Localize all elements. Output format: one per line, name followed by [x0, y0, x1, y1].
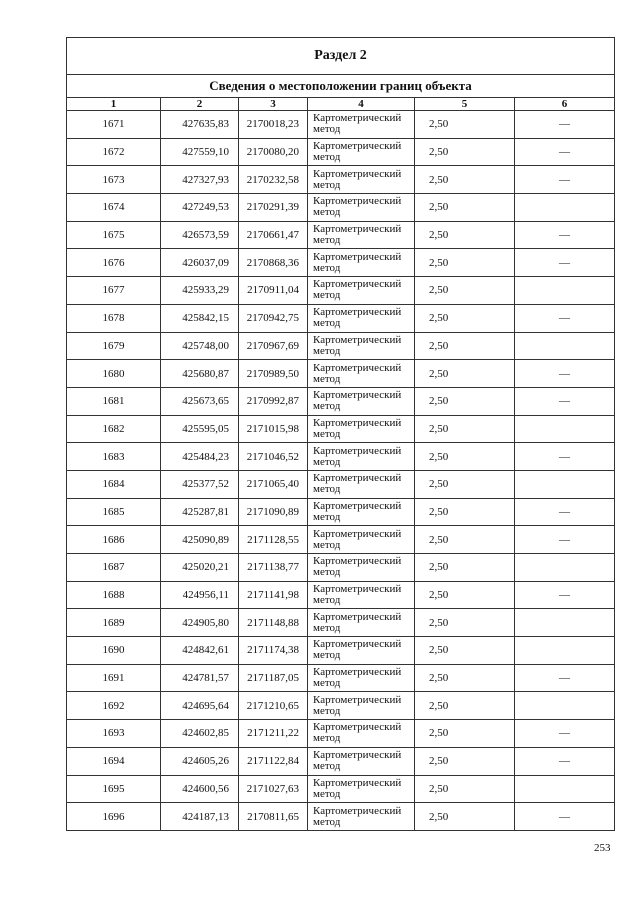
point-number-cell: 1671	[67, 111, 161, 139]
method-line-1: Картометрический	[313, 666, 402, 679]
table-row	[67, 166, 615, 194]
table-row	[67, 194, 615, 222]
description-cell: —	[515, 581, 615, 609]
point-number-cell: 1680	[67, 360, 161, 388]
point-number-cell: 1689	[67, 609, 161, 637]
method-line-1: Картометрический	[313, 527, 402, 540]
method-line-1: Картометрический	[313, 472, 402, 485]
point-number-cell: 1688	[67, 581, 161, 609]
description-cell: —	[515, 498, 615, 526]
point-number-cell: 1674	[67, 194, 161, 222]
method-line-2: метод	[313, 732, 341, 745]
method-cell	[308, 138, 415, 166]
coordinates-table	[66, 37, 615, 831]
method-cell	[308, 360, 415, 388]
column-header-1: 1	[67, 98, 161, 111]
x-coordinate-cell: 424842,61	[161, 637, 239, 665]
description-cell: —	[515, 664, 615, 692]
table-row	[67, 692, 615, 720]
method-line-2: метод	[313, 677, 341, 690]
precision-cell: 2,50	[415, 775, 515, 803]
precision-cell: 2,50	[415, 194, 515, 222]
description-cell: —	[515, 443, 615, 471]
description-cell: —	[515, 249, 615, 277]
y-coordinate-cell: 2170868,36	[239, 249, 308, 277]
y-coordinate-cell: 2171065,40	[239, 470, 308, 498]
method-line-2: метод	[313, 815, 341, 828]
precision-cell: 2,50	[415, 664, 515, 692]
precision-cell: 2,50	[415, 609, 515, 637]
method-cell	[308, 692, 415, 720]
description-cell: —	[515, 747, 615, 775]
method-cell	[308, 415, 415, 443]
point-number-cell: 1692	[67, 692, 161, 720]
table-row	[67, 498, 615, 526]
description-cell: —	[515, 803, 615, 831]
method-cell	[308, 664, 415, 692]
method-line-1: Картометрический	[313, 638, 402, 651]
precision-cell: 2,50	[415, 554, 515, 582]
point-number-cell: 1679	[67, 332, 161, 360]
point-number-cell: 1684	[67, 470, 161, 498]
description-cell: —	[515, 221, 615, 249]
method-cell	[308, 803, 415, 831]
table-row	[67, 249, 615, 277]
method-cell	[308, 166, 415, 194]
method-line-2: метод	[313, 372, 341, 385]
x-coordinate-cell: 425377,52	[161, 470, 239, 498]
y-coordinate-cell: 2171046,52	[239, 443, 308, 471]
y-coordinate-cell: 2170811,65	[239, 803, 308, 831]
point-number-cell: 1693	[67, 720, 161, 748]
y-coordinate-cell: 2170661,47	[239, 221, 308, 249]
method-cell	[308, 470, 415, 498]
x-coordinate-cell: 425680,87	[161, 360, 239, 388]
method-line-2: метод	[313, 566, 341, 579]
x-coordinate-cell: 425090,89	[161, 526, 239, 554]
method-line-2: метод	[313, 787, 341, 800]
y-coordinate-cell: 2171211,22	[239, 720, 308, 748]
method-line-1: Картометрический	[313, 444, 402, 457]
method-line-2: метод	[313, 704, 341, 717]
precision-cell: 2,50	[415, 747, 515, 775]
y-coordinate-cell: 2170942,75	[239, 304, 308, 332]
method-cell	[308, 249, 415, 277]
point-number-cell: 1672	[67, 138, 161, 166]
table-row	[67, 415, 615, 443]
x-coordinate-cell: 426037,09	[161, 249, 239, 277]
method-cell	[308, 332, 415, 360]
point-number-cell: 1690	[67, 637, 161, 665]
table-row	[67, 554, 615, 582]
x-coordinate-cell: 425748,00	[161, 332, 239, 360]
x-coordinate-cell: 425842,15	[161, 304, 239, 332]
precision-cell: 2,50	[415, 526, 515, 554]
method-line-2: метод	[313, 621, 341, 634]
method-cell	[308, 277, 415, 305]
column-header-3: 3	[239, 98, 308, 111]
method-line-1: Картометрический	[313, 140, 402, 153]
method-line-1: Картометрический	[313, 555, 402, 568]
method-line-2: метод	[313, 317, 341, 330]
method-line-2: метод	[313, 510, 341, 523]
method-cell	[308, 111, 415, 139]
table-row	[67, 111, 615, 139]
point-number-cell: 1687	[67, 554, 161, 582]
method-cell	[308, 387, 415, 415]
description-cell: —	[515, 526, 615, 554]
table-row	[67, 637, 615, 665]
table-row	[67, 332, 615, 360]
precision-cell: 2,50	[415, 304, 515, 332]
method-cell	[308, 775, 415, 803]
method-line-2: метод	[313, 123, 341, 136]
method-line-1: Картометрический	[313, 693, 402, 706]
x-coordinate-cell: 424605,26	[161, 747, 239, 775]
y-coordinate-cell: 2171015,98	[239, 415, 308, 443]
method-cell	[308, 609, 415, 637]
method-line-1: Картометрический	[313, 278, 402, 291]
precision-cell: 2,50	[415, 387, 515, 415]
method-line-1: Картометрический	[313, 250, 402, 263]
table-row	[67, 277, 615, 305]
method-cell	[308, 498, 415, 526]
point-number-cell: 1678	[67, 304, 161, 332]
y-coordinate-cell: 2171187,05	[239, 664, 308, 692]
method-cell	[308, 720, 415, 748]
y-coordinate-cell: 2170291,39	[239, 194, 308, 222]
precision-cell: 2,50	[415, 581, 515, 609]
method-line-1: Картометрический	[313, 333, 402, 346]
table-row	[67, 775, 615, 803]
column-header-6: 6	[515, 98, 615, 111]
description-cell	[515, 277, 615, 305]
method-line-2: метод	[313, 234, 341, 247]
x-coordinate-cell: 426573,59	[161, 221, 239, 249]
point-number-cell: 1677	[67, 277, 161, 305]
precision-cell: 2,50	[415, 498, 515, 526]
table-row	[67, 720, 615, 748]
description-cell	[515, 692, 615, 720]
method-line-1: Картометрический	[313, 499, 402, 512]
method-line-1: Картометрический	[313, 223, 402, 236]
description-cell: —	[515, 387, 615, 415]
method-cell	[308, 221, 415, 249]
table-row	[67, 664, 615, 692]
method-line-2: метод	[313, 760, 341, 773]
precision-cell: 2,50	[415, 277, 515, 305]
precision-cell: 2,50	[415, 138, 515, 166]
table-row	[67, 360, 615, 388]
method-line-2: метод	[313, 538, 341, 551]
x-coordinate-cell: 424600,56	[161, 775, 239, 803]
table-row	[67, 526, 615, 554]
description-cell: —	[515, 166, 615, 194]
point-number-cell: 1681	[67, 387, 161, 415]
precision-cell: 2,50	[415, 803, 515, 831]
y-coordinate-cell: 2170911,04	[239, 277, 308, 305]
method-cell	[308, 554, 415, 582]
y-coordinate-cell: 2171128,55	[239, 526, 308, 554]
x-coordinate-cell: 427249,53	[161, 194, 239, 222]
x-coordinate-cell: 424905,80	[161, 609, 239, 637]
x-coordinate-cell: 425673,65	[161, 387, 239, 415]
method-line-2: метод	[313, 455, 341, 468]
method-line-2: метод	[313, 206, 341, 219]
y-coordinate-cell: 2170232,58	[239, 166, 308, 194]
description-cell	[515, 332, 615, 360]
column-header-2: 2	[161, 98, 239, 111]
x-coordinate-cell: 425484,23	[161, 443, 239, 471]
precision-cell: 2,50	[415, 470, 515, 498]
method-line-1: Картометрический	[313, 389, 402, 402]
method-cell	[308, 443, 415, 471]
x-coordinate-cell: 425595,05	[161, 415, 239, 443]
description-cell	[515, 415, 615, 443]
precision-cell: 2,50	[415, 166, 515, 194]
method-line-2: метод	[313, 344, 341, 357]
precision-cell: 2,50	[415, 332, 515, 360]
point-number-cell: 1686	[67, 526, 161, 554]
method-line-1: Картометрический	[313, 306, 402, 319]
column-header-row	[67, 98, 615, 111]
y-coordinate-cell: 2170992,87	[239, 387, 308, 415]
x-coordinate-cell: 424956,11	[161, 581, 239, 609]
y-coordinate-cell: 2171138,77	[239, 554, 308, 582]
x-coordinate-cell: 425020,21	[161, 554, 239, 582]
method-line-1: Картометрический	[313, 112, 402, 125]
description-cell: —	[515, 720, 615, 748]
precision-cell: 2,50	[415, 720, 515, 748]
table-row	[67, 803, 615, 831]
method-line-1: Картометрический	[313, 749, 402, 762]
description-cell	[515, 775, 615, 803]
description-cell: —	[515, 304, 615, 332]
y-coordinate-cell: 2171210,65	[239, 692, 308, 720]
method-line-2: метод	[313, 649, 341, 662]
description-cell	[515, 194, 615, 222]
precision-cell: 2,50	[415, 249, 515, 277]
point-number-cell: 1676	[67, 249, 161, 277]
x-coordinate-cell: 424187,13	[161, 803, 239, 831]
y-coordinate-cell: 2171122,84	[239, 747, 308, 775]
point-number-cell: 1673	[67, 166, 161, 194]
table-body	[67, 111, 615, 831]
method-line-2: метод	[313, 483, 341, 496]
precision-cell: 2,50	[415, 221, 515, 249]
point-number-cell: 1694	[67, 747, 161, 775]
method-line-2: метод	[313, 151, 341, 164]
precision-cell: 2,50	[415, 692, 515, 720]
table-row	[67, 443, 615, 471]
method-line-1: Картометрический	[313, 167, 402, 180]
precision-cell: 2,50	[415, 443, 515, 471]
x-coordinate-cell: 425287,81	[161, 498, 239, 526]
column-header-5: 5	[415, 98, 515, 111]
y-coordinate-cell: 2171148,88	[239, 609, 308, 637]
point-number-cell: 1696	[67, 803, 161, 831]
description-cell	[515, 470, 615, 498]
point-number-cell: 1682	[67, 415, 161, 443]
point-number-cell: 1691	[67, 664, 161, 692]
column-header-4: 4	[308, 98, 415, 111]
method-line-1: Картометрический	[313, 804, 402, 817]
method-line-2: метод	[313, 427, 341, 440]
description-cell: —	[515, 138, 615, 166]
method-cell	[308, 526, 415, 554]
method-line-2: метод	[313, 261, 341, 274]
method-line-2: метод	[313, 400, 341, 413]
method-line-1: Картометрический	[313, 416, 402, 429]
method-cell	[308, 581, 415, 609]
table-row	[67, 138, 615, 166]
method-line-1: Картометрический	[313, 583, 402, 596]
point-number-cell: 1695	[67, 775, 161, 803]
x-coordinate-cell: 425933,29	[161, 277, 239, 305]
y-coordinate-cell: 2171174,38	[239, 637, 308, 665]
description-cell: —	[515, 111, 615, 139]
x-coordinate-cell: 427327,93	[161, 166, 239, 194]
point-number-cell: 1675	[67, 221, 161, 249]
y-coordinate-cell: 2170967,69	[239, 332, 308, 360]
x-coordinate-cell: 424602,85	[161, 720, 239, 748]
page-number: 253	[594, 842, 611, 854]
description-cell	[515, 554, 615, 582]
description-cell: —	[515, 360, 615, 388]
precision-cell: 2,50	[415, 111, 515, 139]
document-page	[66, 37, 614, 831]
table-row	[67, 470, 615, 498]
x-coordinate-cell: 427635,83	[161, 111, 239, 139]
description-cell	[515, 609, 615, 637]
precision-cell: 2,50	[415, 415, 515, 443]
x-coordinate-cell: 427559,10	[161, 138, 239, 166]
section-title: Раздел 2	[67, 38, 615, 75]
y-coordinate-cell: 2171090,89	[239, 498, 308, 526]
method-line-2: метод	[313, 594, 341, 607]
y-coordinate-cell: 2170989,50	[239, 360, 308, 388]
table-row	[67, 304, 615, 332]
point-number-cell: 1683	[67, 443, 161, 471]
table-row	[67, 387, 615, 415]
method-line-1: Картометрический	[313, 776, 402, 789]
point-number-cell: 1685	[67, 498, 161, 526]
method-line-2: метод	[313, 178, 341, 191]
section-subtitle: Сведения о местоположении границ объекта	[67, 75, 615, 98]
y-coordinate-cell: 2171027,63	[239, 775, 308, 803]
table-row	[67, 747, 615, 775]
table-row	[67, 581, 615, 609]
y-coordinate-cell: 2171141,98	[239, 581, 308, 609]
method-line-1: Картометрический	[313, 195, 402, 208]
method-cell	[308, 637, 415, 665]
y-coordinate-cell: 2170018,23	[239, 111, 308, 139]
y-coordinate-cell: 2170080,20	[239, 138, 308, 166]
x-coordinate-cell: 424695,64	[161, 692, 239, 720]
table-row	[67, 221, 615, 249]
precision-cell: 2,50	[415, 637, 515, 665]
method-line-1: Картометрический	[313, 610, 402, 623]
table-row	[67, 609, 615, 637]
method-line-1: Картометрический	[313, 361, 402, 374]
method-cell	[308, 747, 415, 775]
description-cell	[515, 637, 615, 665]
method-line-2: метод	[313, 289, 341, 302]
method-line-1: Картометрический	[313, 721, 402, 734]
precision-cell: 2,50	[415, 360, 515, 388]
method-cell	[308, 194, 415, 222]
method-cell	[308, 304, 415, 332]
x-coordinate-cell: 424781,57	[161, 664, 239, 692]
